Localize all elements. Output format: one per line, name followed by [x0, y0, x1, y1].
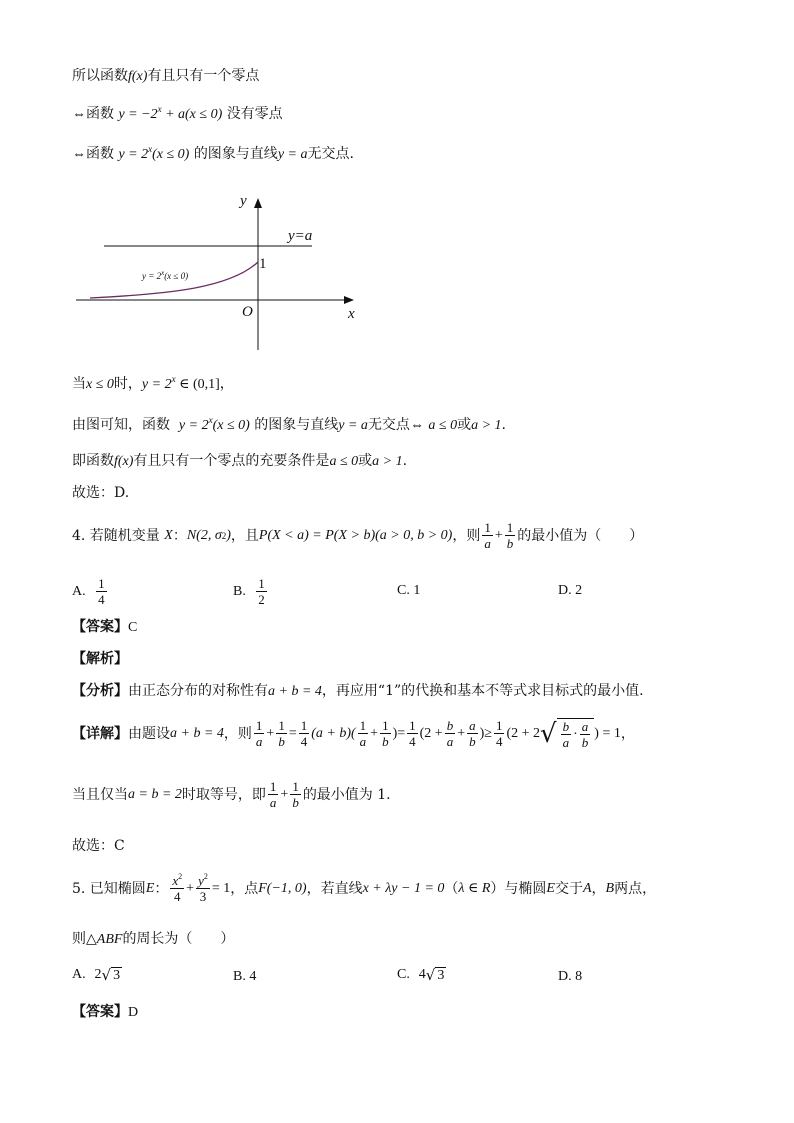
math: ) — [392, 725, 398, 741]
conclusion-line-2 — [72, 454, 407, 469]
text: 没有零点 — [226, 106, 283, 122]
math: y — [198, 873, 204, 888]
fraction — [358, 719, 369, 748]
denominator: a — [359, 734, 367, 749]
square-root — [540, 718, 594, 749]
range-line — [72, 374, 234, 392]
math-fx: f(x) — [114, 454, 134, 469]
math-exp: 2 — [203, 872, 208, 881]
equiv-arrow: ⇔ — [409, 418, 424, 433]
denominator: a — [269, 795, 277, 810]
math: y = 2 — [118, 147, 149, 162]
numerator: 1 — [359, 718, 367, 733]
square-root — [426, 967, 447, 983]
text: 当 — [72, 376, 86, 392]
text: 的图象与直线 — [193, 146, 278, 162]
text: 有且只有一个零点 — [147, 68, 260, 84]
math: )≥ — [479, 725, 492, 741]
option-label: B. — [233, 583, 246, 599]
denominator: b — [506, 536, 514, 551]
numerator: 1 — [382, 718, 389, 733]
numerator: a — [581, 719, 589, 734]
numerator: 1 — [300, 718, 308, 733]
text: 的周长为（ ） — [122, 931, 235, 947]
intro-line-1 — [72, 69, 259, 84]
function-graph — [60, 188, 370, 358]
math: a = b = 2 — [128, 786, 182, 802]
math: + — [457, 725, 466, 741]
detail-tag: 【详解】 — [72, 725, 128, 742]
text: 所以函数 — [72, 68, 128, 84]
denominator: b — [469, 734, 476, 749]
q5-answer — [72, 1005, 138, 1020]
math: = — [288, 725, 297, 741]
text: ： — [154, 880, 169, 897]
text: 5. 已知椭圆 — [72, 880, 146, 897]
intro-line-2 — [72, 104, 283, 122]
text: 时取等号，即 — [181, 786, 266, 803]
q4-detail — [72, 718, 635, 749]
q4-option-c[interactable]: C. 1 — [397, 583, 421, 598]
text: 两点， — [614, 880, 657, 897]
equiv-arrow: ⇔ — [72, 147, 86, 162]
math-exp: x — [148, 144, 153, 154]
math-exp: 2 — [178, 872, 183, 881]
curve-label — [142, 269, 189, 281]
option-label: C. — [397, 967, 410, 982]
denominator: 2 — [258, 592, 265, 607]
text: ， — [620, 725, 635, 742]
q4-option-a[interactable] — [72, 577, 109, 606]
radicand — [557, 718, 595, 749]
math-fx: f(x) — [128, 69, 148, 84]
text: 函数 — [86, 146, 114, 162]
math: (a + b)( — [311, 725, 356, 741]
math: y = 2 — [178, 418, 209, 433]
math-exp: x — [171, 374, 176, 384]
math: a + b = 4 — [268, 684, 322, 699]
math: x — [172, 873, 179, 888]
math: x + λy − 1 = 0 — [362, 880, 445, 896]
math: E — [145, 880, 155, 896]
fraction — [482, 521, 493, 550]
math: ∈ (0,1] — [175, 377, 220, 392]
answer-tag: 【答案】 — [72, 619, 128, 635]
math: · — [573, 726, 578, 742]
text: ： — [172, 527, 187, 544]
text: 由正态分布的对称性有 — [128, 683, 268, 699]
radical-sign-icon: √ — [425, 965, 436, 984]
math: ABF — [96, 932, 123, 947]
text: ，则 — [452, 527, 481, 544]
math: 4 — [418, 967, 426, 982]
text: 交于 — [554, 880, 583, 897]
fraction — [407, 719, 418, 748]
math: (2 + — [419, 725, 443, 741]
denominator: b — [292, 795, 299, 810]
q5-option-d[interactable]: D. 8 — [558, 969, 583, 984]
text: （ — [444, 880, 459, 897]
q4-choose — [72, 839, 125, 853]
q4-fenxi — [72, 684, 644, 699]
q4-option-d[interactable]: D. 2 — [558, 583, 583, 598]
math: a + b = 4 — [170, 725, 224, 741]
math: + — [370, 725, 379, 741]
math: + — [494, 527, 503, 543]
math: + — [266, 725, 275, 741]
math: A — [582, 880, 592, 896]
q5-option-a[interactable] — [72, 967, 122, 983]
text: ， — [591, 880, 606, 897]
text: 的图象与直线 — [254, 417, 339, 433]
text: 无交点. — [307, 146, 354, 162]
numerator: 1 — [495, 718, 503, 733]
radicand: 3 — [437, 968, 445, 983]
math: a > 1 — [471, 418, 502, 433]
math: y = −2 — [118, 107, 158, 122]
fraction — [445, 719, 456, 748]
text: 则△ — [72, 931, 97, 947]
text: 故选：C — [72, 838, 125, 854]
math: y = a — [277, 147, 308, 162]
conclusion-line-1 — [72, 415, 506, 433]
text: ，再应用“1”的代换和基本不等式求目标式的最小值. — [321, 683, 644, 699]
fraction — [494, 719, 505, 748]
denominator: a — [255, 734, 263, 749]
square-root — [102, 967, 123, 983]
fraction — [380, 719, 391, 748]
denominator: a — [484, 536, 491, 551]
q5-option-b[interactable]: B. 4 — [233, 969, 257, 984]
denominator: 4 — [495, 734, 503, 749]
radicand: 3 — [113, 968, 121, 983]
denominator: 4 — [409, 734, 416, 749]
text: 时， — [113, 376, 142, 392]
text: ，点 — [230, 880, 259, 897]
q5-option-c[interactable] — [397, 967, 446, 983]
math: λ ∈ R — [458, 880, 491, 896]
text: 的最小值为（ ） — [517, 527, 644, 544]
math: = 1 — [211, 880, 231, 896]
curve-label-base: y = 2 — [142, 271, 162, 281]
math: (x ≤ 0) — [212, 418, 250, 433]
fraction — [96, 577, 107, 606]
choose-line-q3 — [72, 486, 129, 500]
math: a ≤ 0 — [329, 454, 359, 469]
text: 故选：D. — [72, 485, 130, 501]
answer-value: C — [128, 620, 138, 635]
numerator: 1 — [98, 576, 105, 591]
fraction — [196, 874, 210, 903]
fraction — [467, 719, 478, 748]
text: ）与椭圆 — [490, 880, 547, 897]
graph-svg — [60, 188, 370, 358]
fraction — [580, 720, 591, 749]
denominator: a — [562, 735, 570, 750]
math: E — [546, 880, 555, 896]
curve-label-cond: (x ≤ 0) — [164, 271, 189, 281]
denominator: 4 — [98, 592, 105, 607]
numerator: 1 — [506, 520, 514, 535]
denominator: b — [278, 734, 285, 749]
answer-value: D — [128, 1005, 139, 1020]
math: = — [397, 725, 406, 741]
math: F(−1, 0) — [258, 880, 307, 896]
y-axis-label: y — [240, 193, 247, 209]
denominator: b — [382, 734, 389, 749]
numerator — [196, 874, 210, 889]
math: B — [605, 880, 615, 896]
text: 4. 若随机变量 — [72, 527, 160, 544]
denominator: b — [581, 735, 589, 750]
fenxi-tag: 【分析】 — [72, 683, 128, 699]
fraction — [290, 780, 301, 809]
numerator: 1 — [292, 779, 299, 794]
fraction — [299, 719, 310, 748]
fraction — [254, 719, 265, 748]
radical-sign-icon: √ — [540, 718, 557, 749]
text: ，则 — [223, 725, 252, 742]
text: ， — [219, 376, 234, 392]
math: y = 2 — [141, 377, 172, 392]
q4-stem: 4. 若随机变量 X ： N(2, σ 2 ) ，且 P(X < a) = P(X > b)(a > 0, b > 0) ，则 $\frac{1}{a}$ + $\frac{1}{b}$ 的最小值为（ ） — [72, 520, 644, 551]
denominator: 3 — [199, 889, 207, 904]
curve-label-exp: x — [161, 269, 165, 277]
q5-stem — [72, 874, 656, 903]
numerator: 1 — [409, 718, 416, 733]
numerator: 1 — [278, 718, 285, 733]
math: a ≤ 0 — [428, 418, 458, 433]
math: y = a — [338, 418, 368, 433]
text: 无交点 — [367, 417, 410, 433]
text: 由图可知，函数 — [72, 417, 170, 433]
text: 当且仅当 — [72, 786, 128, 803]
line-label: y=a — [288, 228, 313, 244]
intro-line-3 — [72, 144, 354, 162]
intercept-label: 1 — [259, 256, 267, 272]
math: + — [186, 880, 195, 896]
numerator: a — [469, 718, 476, 733]
text: . — [402, 453, 408, 469]
text: . — [501, 417, 506, 433]
math: P(X < a) = P(X > b)(a > 0, b > 0) — [258, 527, 453, 543]
equiv-arrow: ⇔ — [72, 107, 86, 122]
option-label: A. — [72, 967, 86, 982]
numerator: 1 — [258, 576, 265, 591]
y-axis-arrow-icon — [254, 198, 262, 208]
text: 函数 — [86, 106, 114, 122]
denominator: a — [446, 734, 454, 749]
fraction — [505, 521, 516, 550]
text: 或 — [358, 453, 373, 469]
fraction — [268, 780, 279, 809]
denominator: 4 — [174, 889, 181, 904]
denominator: 4 — [300, 734, 308, 749]
answer-tag: 【答案】 — [72, 1004, 128, 1020]
text: 或 — [457, 417, 472, 433]
fraction — [256, 577, 267, 606]
fraction — [276, 719, 287, 748]
q4-equality — [72, 780, 391, 809]
fraction — [170, 874, 184, 903]
option-label: A. — [72, 583, 86, 599]
text: ，若直线 — [306, 880, 363, 897]
math: X — [164, 527, 173, 543]
numerator: b — [562, 719, 570, 734]
math-exp: x — [157, 104, 162, 114]
x-axis-label: x — [348, 306, 355, 322]
radical-sign-icon: √ — [101, 965, 112, 984]
numerator: 1 — [269, 779, 277, 794]
math: ) = 1 — [594, 725, 621, 741]
numerator: b — [446, 718, 454, 733]
q4-analysis-tag — [72, 652, 128, 666]
numerator: 1 — [484, 520, 491, 535]
numerator: 1 — [255, 718, 263, 733]
math: (2 + 2 — [506, 725, 541, 741]
math: N(2, σ — [186, 527, 222, 543]
numerator — [170, 874, 184, 889]
math: + a(x ≤ 0) — [161, 107, 223, 122]
analysis-tag: 【解析】 — [72, 651, 128, 667]
math: x ≤ 0 — [86, 377, 114, 392]
text: 的最小值为 1. — [302, 786, 391, 803]
x-axis-arrow-icon — [344, 296, 354, 304]
math: (x ≤ 0) — [152, 147, 190, 162]
q5-stem-line-2 — [72, 932, 234, 947]
fraction — [561, 720, 572, 749]
q4-option-b[interactable] — [233, 577, 269, 606]
text: 即函数 — [72, 453, 114, 469]
text: 有且只有一个零点的充要条件是 — [133, 453, 330, 469]
math: ) — [226, 527, 231, 543]
q4-answer — [72, 620, 137, 635]
math: 2 — [94, 967, 102, 982]
text: 由题设 — [128, 725, 170, 742]
text: ，且 — [230, 527, 259, 544]
math: + — [280, 786, 289, 802]
math-exp: x — [208, 415, 213, 425]
math: a > 1 — [372, 454, 403, 469]
origin-label: O — [242, 304, 253, 320]
